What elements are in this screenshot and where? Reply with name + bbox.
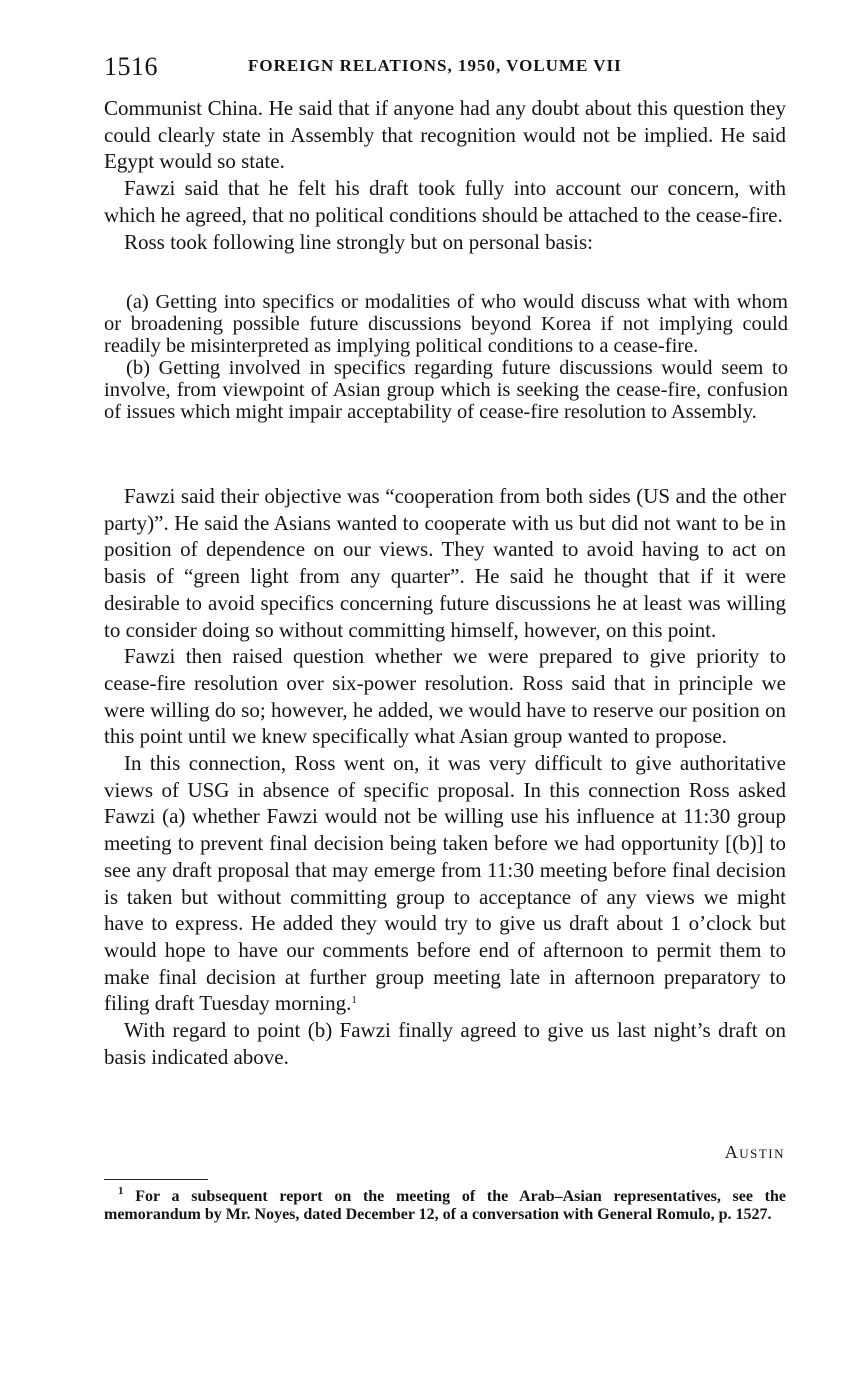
body-text-top	[104, 95, 786, 255]
signature: Austin	[724, 1142, 785, 1162]
footnote-marker: 1	[118, 1185, 124, 1197]
page-number: 1516	[104, 52, 158, 81]
paragraph: Communist China. He said that if anyone had any doubt about this question they could clearly state in Assembly that recognition would not be implied. He said Egypt would so state.	[104, 96, 786, 174]
footnote-text: For a subsequent report on the meeting of the Arab–Asian representatives, see the memorandum by Mr. Noyes, dated December 12, of a conversation with General Romulo, p. 1527.	[104, 1188, 787, 1223]
paragraph: Fawzi then raised question whether we were prepared to give priority to cease-fire resolution over six-power resolution. Ross said that in principle we were willing do so; however, he added, we would have to reserve our position on this point until we knew specifically what Asian group wanted to propose.	[104, 644, 786, 749]
paragraph: Fawzi said their objective was “cooperation from both sides (US and the other party)”. He said the Asians wanted to cooperate with us but did not want to be in position of dependence on our views. They wanted to avoid having to act on basis of “green light from any quarter”. He said he thought that if it were desirable to avoid specifics concerning future discussions he at least was willing to consider doing so without committing himself, however, on this point.	[104, 484, 786, 642]
body-text-bottom	[104, 483, 786, 1070]
paragraph: Ross took following line strongly but on personal basis:	[124, 229, 593, 254]
paragraph: Fawzi said that he felt his draft took fully into account our concern, with which he agreed, that no political conditions should be attached to the cease-fire.	[104, 176, 786, 227]
paragraph: With regard to point (b) Fawzi finally agreed to give us last night’s draft on basis indicated above.	[104, 1018, 786, 1069]
running-title: FOREIGN RELATIONS, 1950, VOLUME VII	[248, 56, 622, 75]
footnote	[104, 1185, 787, 1223]
paragraph	[104, 750, 786, 1017]
point-list	[104, 291, 788, 423]
paragraph-text: In this connection, Ross went on, it was very difficult to give authoritative views of USG in absence of specific proposal. In this connection Ross asked Fawzi (a) whether Fawzi would not be willing use his influence at 11:30 group meeting to prevent final decision being taken before we had opportunity [(b)] to see any draft proposal that may emerge from 11:30 meeting before final decision is taken but without committing group to acceptance of any views we might have to express. He added they would try to give us draft about 1 o’clock but would hope to have our comments before end of afternoon to permit them to make final decision at further group meeting late in afternoon preparatory to filing draft Tuesday morning.	[104, 751, 786, 1016]
footnote-reference: 1	[351, 994, 357, 1007]
page-header	[104, 50, 784, 84]
list-item: (a) Getting into specifics or modalities of who would discuss what with whom or broadening possible future discussions beyond Korea if not implying could readily be misinterpreted as implying political conditions to a cease-fire.	[104, 291, 788, 357]
footnote-divider	[104, 1179, 208, 1180]
list-item: (b) Getting involved in specifics regarding future discussions would seem to involve, from viewpoint of Asian group which is seeking the cease-fire, confusion of issues which might impair acceptability of cease-fire resolution to Assembly.	[104, 357, 788, 423]
